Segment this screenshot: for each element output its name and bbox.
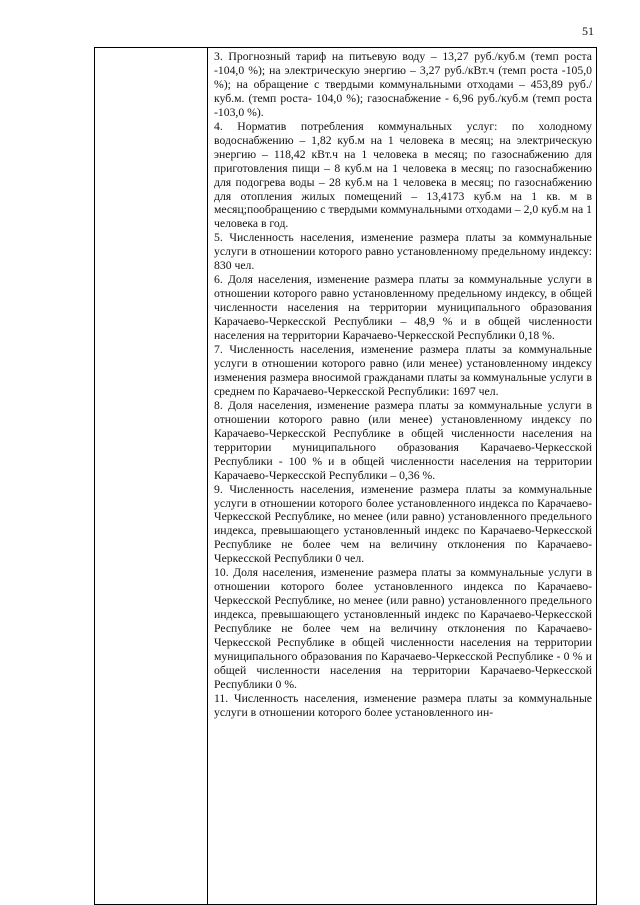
content-cell (208, 48, 597, 905)
paragraph-item-3: 3. Прогнозный тариф на питьевую воду – 13,27 руб./куб.м (темп роста -104,0 %); на электрическую энергию – 3,27 руб./кВт.ч (темп роста -105,0 %); на обращение с твердыми коммунальными отходами – 453,89 руб./куб.м. (темп роста- 104,0 %); газоснабжение - 6,96 руб./куб.м (темп роста -103,0 %). (214, 50, 592, 119)
paragraph-item-10: 10. Доля населения, изменение размера платы за коммунальные услуги в отношении которого более установленного индекса по Карачаево-Черкесской Республике, но менее (или равно) установленного предельного индекса, превышающего установленный индекс по Карачаево-Черкесской Республике не более чем на величину отклонения по Карачаево-Черкесской Республике в общей численности населения на территории муниципального образования по Карачаево-Черкесской Республике - 0 % и общей численности населения на территории Карачаево-Черкесской Республики 0 %. (214, 566, 592, 691)
left-column-cell (95, 48, 208, 905)
document-table (94, 47, 597, 905)
paragraph-item-11: 11. Численность населения, изменение размера платы за коммунальные услуги в отношении которого более установленного ин- (214, 691, 592, 719)
paragraph-item-4: 4. Норматив потребления коммунальных услуг: по холодному водоснабжению – 1,82 куб.м на 1 человека в месяц; на электрическую энергию – 118,42 кВт.ч на 1 человека в месяц; по газоснабжению для приготовления пищи – 8 куб.м на 1 человека в месяц; по газоснабжению для подогрева воды – 28 куб.м на 1 человека в месяц; по газоснабжению для отопления жилых помещений – 13,4173 куб.м на 1 кв. м в месяц;пообращению с твердыми коммунальными отходами – 2,0 куб.м на 1 человека в год. (214, 119, 592, 231)
paragraph-item-8: 8. Доля населения, изменение размера платы за коммунальные услуги в отношении которого равно (или менее) установленному индексу по Карачаево-Черкесской Республике в общей численности населения на территории муниципального образования Карачаево-Черкесской Республики - 100 % и в общей численности населения на территории Карачаево-Черкесской Республики – 0,36 %. (214, 398, 592, 482)
paragraph-item-5: 5. Численность населения, изменение размера платы за коммунальные услуги в отношении которого равно установленному предельному индексу: 830 чел. (214, 231, 592, 273)
table-row (95, 48, 597, 905)
paragraph-item-6: 6. Доля населения, изменение размера платы за коммунальные услуги в отношении которого равно установленному предельному индексу, в общей численности населения на территории муниципального образования Карачаево-Черкесской Республики – 48,9 % и в общей численности населения на территории Карачаево-Черкесской Республики 0,18 %. (214, 273, 592, 343)
paragraph-item-7: 7. Численность населения, изменение размера платы за коммунальные услуги в отношении которого равно (или менее) установленному индексу изменения размера вносимой гражданами платы за коммунальные услуги в среднем по Карачаево-Черкесской Республики: 1697 чел. (214, 343, 592, 398)
page-number: 51 (582, 24, 594, 38)
paragraph-item-9: 9. Численность населения, изменение размера платы за коммунальные услуги в отношении которого более установленного индекса по Карачаево-Черкесской Республике, но менее (или равно) установленного предельного индекса, превышающего установленный индекс по Карачаево-Черкесской Республике не более чем на величину отклонения по Карачаево-Черкесской Республики 0 чел. (214, 482, 592, 566)
